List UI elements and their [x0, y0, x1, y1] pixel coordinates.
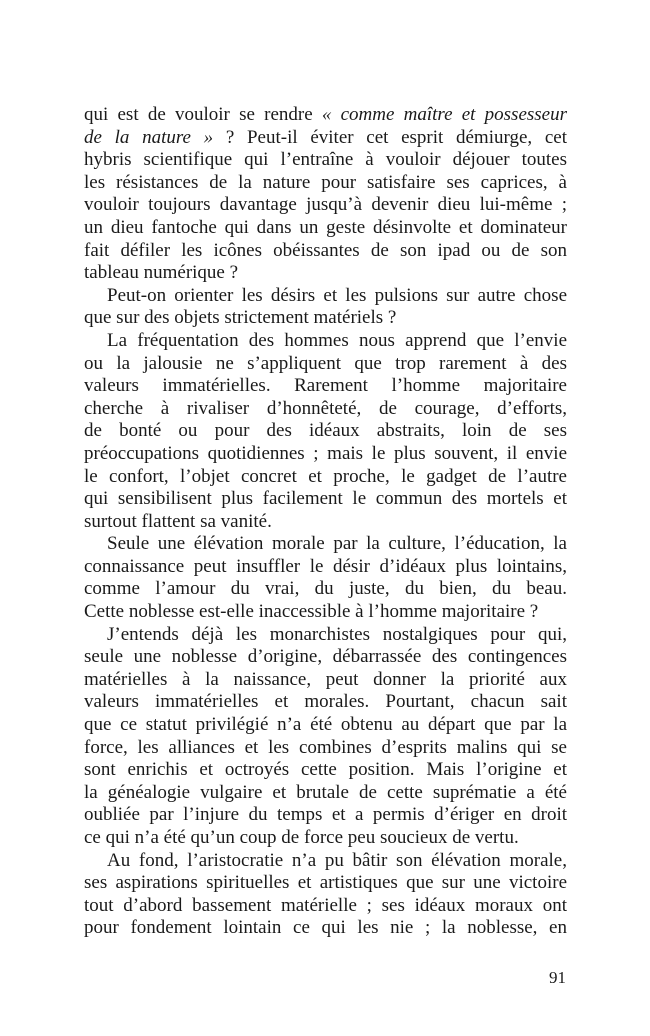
text-segment: hybris scientifique qui l’entraîne à vouloir déjouer toutes — [84, 149, 567, 171]
text-line — [84, 511, 567, 534]
page-number: 91 — [549, 968, 566, 987]
text-segment: surtout flattent sa vanité. — [84, 510, 272, 532]
text-line — [84, 420, 567, 443]
text-line — [84, 466, 567, 489]
text-segment: que sur des objets strictement matériels ? — [84, 307, 397, 329]
text-line — [84, 533, 567, 556]
text-line — [84, 737, 567, 760]
text-segment: vouloir toujours davantage jusqu’à devenir dieu lui-même ; — [84, 194, 567, 216]
text-segment: sont enrichis et octroyés cette position. Mais l’origine et — [84, 759, 567, 781]
text-line — [84, 895, 567, 918]
text-segment: fait défiler les icônes obéissantes de son ipad ou de son — [84, 239, 567, 261]
text-segment: matérielles à la naissance, peut donner la priorité aux — [84, 668, 567, 690]
text-segment: connaissance peut insuffler le désir d’idéaux plus lointains, — [84, 555, 567, 577]
text-line — [84, 917, 567, 940]
text-line — [84, 443, 567, 466]
text-segment: ce qui n’a été qu’un coup de force peu soucieux de vertu. — [84, 827, 519, 848]
text-segment: ou la jalousie ne s’appliquent que trop rarement à des — [84, 352, 567, 374]
text-segment: valeurs immatérielles. Rarement l’homme majoritaire — [84, 375, 567, 397]
paragraph — [84, 330, 567, 533]
text-line — [84, 240, 567, 263]
text-line — [84, 262, 567, 285]
text-line — [84, 488, 567, 511]
paragraph — [84, 104, 567, 285]
text-line — [84, 375, 567, 398]
text-line — [84, 714, 567, 737]
text-segment: le confort, l’objet concret et proche, le gadget de l’autre — [84, 465, 567, 487]
text-line — [84, 330, 567, 353]
paragraph — [84, 533, 567, 623]
text-segment: oubliée par l’injure du temps et a permis d’ériger en droit — [84, 804, 567, 826]
text-line — [84, 127, 567, 150]
text-line — [84, 646, 567, 669]
italic-quote: de la nature » — [84, 126, 214, 148]
paragraph — [84, 850, 567, 940]
text-line — [84, 578, 567, 601]
text-segment: force, les alliances et les combines d’esprits malins qui se — [84, 736, 567, 758]
text-line — [84, 194, 567, 217]
text-line — [84, 353, 567, 376]
text-line — [84, 850, 567, 873]
text-line — [84, 149, 567, 172]
text-line — [84, 804, 567, 827]
text-segment: tout d’abord bassement matérielle ; ses idéaux moraux ont — [84, 894, 567, 916]
text-segment: qui sensibilisent plus facilement le commun des mortels et — [84, 488, 567, 510]
text-line — [84, 398, 567, 421]
text-segment: un dieu fantoche qui dans un geste désinvolte et dominateur — [84, 216, 567, 238]
text-segment: Cette noblesse est-elle inaccessible à l’homme majoritaire ? — [84, 601, 539, 623]
text-segment: les résistances de la nature pour satisfaire ses caprices, à — [84, 171, 567, 193]
text-line — [84, 782, 567, 805]
text-segment: pour fondement lointain ce qui les nie ; la noblesse, en — [84, 917, 567, 939]
text-segment: la généalogie vulgaire et brutale de cette suprématie a été — [84, 781, 567, 803]
text-segment: Peut-on orienter les désirs et les pulsions sur autre chose — [107, 284, 567, 306]
text-line — [84, 691, 567, 714]
text-line — [84, 624, 567, 647]
text-segment: Au fond, l’aristocratie n’a pu bâtir son élévation morale, — [107, 849, 567, 871]
body-text — [84, 104, 567, 940]
text-segment: J’entends déjà les monarchistes nostalgiques pour qui, — [107, 623, 567, 645]
text-segment: tableau numérique ? — [84, 262, 239, 284]
text-segment: préoccupations quotidiennes ; mais le plus souvent, il envie — [84, 442, 567, 464]
text-segment: valeurs immatérielles et morales. Pourtant, chacun sait — [84, 691, 567, 713]
text-line — [84, 601, 567, 624]
text-line — [84, 669, 567, 692]
text-segment: ses aspirations spirituelles et artistiques que sur une victoire — [84, 872, 567, 894]
text-segment: comme l’amour du vrai, du juste, du bien, du beau. — [84, 578, 567, 600]
text-segment: qui est de vouloir se rendre — [84, 104, 322, 125]
text-segment: de bonté ou pour des idéaux abstraits, loin de ses — [84, 420, 567, 442]
text-segment: La fréquentation des hommes nous apprend que l’envie — [107, 329, 567, 351]
text-line — [84, 217, 567, 240]
text-line — [84, 307, 567, 330]
text-segment: cherche à rivaliser d’honnêteté, de courage, d’efforts, — [84, 397, 567, 419]
text-line — [84, 285, 567, 308]
text-segment: Seule une élévation morale par la culture, l’éducation, la — [107, 533, 567, 555]
text-line — [84, 172, 567, 195]
text-line — [84, 104, 567, 127]
text-line — [84, 872, 567, 895]
text-segment: seule une noblesse d’origine, débarrassée des contingences — [84, 646, 567, 668]
text-line — [84, 827, 567, 850]
italic-quote: « comme maître et possesseur — [321, 104, 567, 125]
text-line — [84, 759, 567, 782]
text-line — [84, 556, 567, 579]
text-segment: que ce statut privilégié n’a été obtenu au départ que par la — [84, 714, 567, 736]
paragraph — [84, 285, 567, 330]
text-segment: ? Peut-il éviter cet esprit démiurge, cet — [213, 126, 567, 148]
paragraph — [84, 624, 567, 850]
